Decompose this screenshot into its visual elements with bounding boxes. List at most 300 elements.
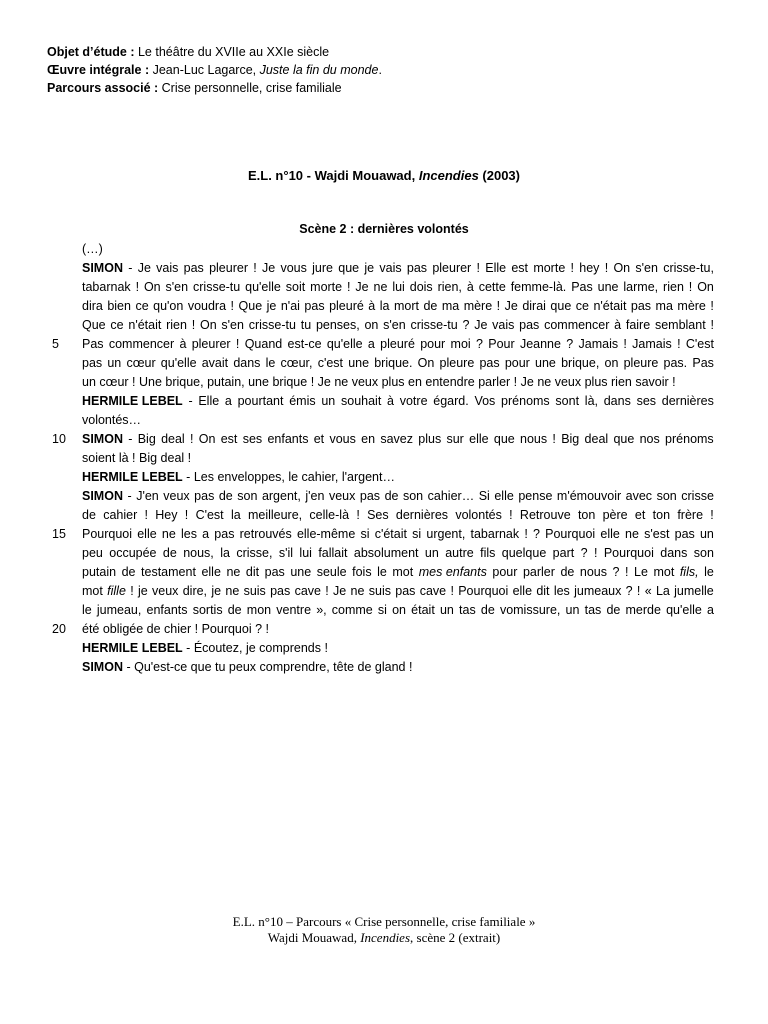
word: ! xyxy=(677,337,681,351)
word: une xyxy=(535,356,556,370)
word: pour xyxy=(492,565,518,579)
word: veux xyxy=(163,489,190,503)
word: cahier xyxy=(103,508,138,522)
word: de xyxy=(560,565,575,579)
oeuvre-integrale-label: Œuvre intégrale : xyxy=(47,63,153,77)
word: un xyxy=(321,394,336,408)
word: pleuré xyxy=(329,299,364,313)
word: le xyxy=(704,565,714,579)
word: elle-même xyxy=(296,527,356,541)
speaker-name: SIMON xyxy=(82,489,123,503)
word: s'est xyxy=(644,527,670,541)
word: un xyxy=(107,356,122,370)
word: elle xyxy=(600,527,620,541)
word: vous xyxy=(280,261,307,275)
word: pas xyxy=(270,584,291,598)
word: penses, xyxy=(315,318,360,332)
word: pas xyxy=(194,489,215,503)
word: cœur, xyxy=(280,356,313,370)
word: ? xyxy=(533,527,540,541)
speaker-name: HERMILE LEBEL xyxy=(82,470,187,484)
word: - xyxy=(186,641,194,655)
word: ! xyxy=(513,375,521,389)
word: dire, xyxy=(182,584,208,598)
word: dernières xyxy=(395,508,449,522)
word: à xyxy=(466,280,474,294)
word: sortis xyxy=(192,603,223,617)
word: qu'elle xyxy=(245,280,281,294)
word: ne xyxy=(350,584,365,598)
word: dois xyxy=(409,280,433,294)
word: ! xyxy=(132,375,139,389)
text-line xyxy=(52,430,714,449)
word: une xyxy=(348,356,370,370)
word: ! xyxy=(184,508,189,522)
word: pleure xyxy=(439,356,475,370)
word: Je xyxy=(355,280,369,294)
word: larme, xyxy=(623,280,659,294)
word: en xyxy=(361,432,376,446)
word: suis xyxy=(243,584,266,598)
text-line xyxy=(82,468,714,487)
footer-line-1: E.L. n°10 – Parcours « Crise personnelle, crise familiale » xyxy=(232,914,536,929)
word: ! xyxy=(265,622,270,636)
word: plus xyxy=(381,375,409,389)
word: suis xyxy=(368,584,391,598)
word: ? xyxy=(475,337,483,351)
word: Les xyxy=(193,470,218,484)
word: savez xyxy=(380,432,413,446)
word: entendre xyxy=(425,375,479,389)
word: ! xyxy=(710,318,714,332)
word: deal xyxy=(160,451,188,465)
word: je xyxy=(245,641,260,655)
word: la xyxy=(220,546,230,560)
word: s'il xyxy=(278,546,294,560)
line-number: 20 xyxy=(52,622,66,636)
line-number: 5 xyxy=(52,337,59,351)
word: son xyxy=(693,546,714,560)
word: Hey xyxy=(155,508,178,522)
word: rien xyxy=(611,375,636,389)
word: que xyxy=(613,432,635,446)
word: pleuré xyxy=(380,337,415,351)
word: ne xyxy=(373,280,388,294)
oeuvre-integrale-title: Juste la fin du monde xyxy=(259,63,379,77)
word: le xyxy=(265,356,276,370)
text-line xyxy=(82,240,714,259)
word: brique. xyxy=(374,356,413,370)
word: nos xyxy=(639,432,660,446)
word: frère xyxy=(677,508,704,522)
word: cœur xyxy=(126,356,156,370)
word: On xyxy=(199,318,217,332)
word: enveloppes, xyxy=(217,470,289,484)
word: là xyxy=(118,451,133,465)
word: putain xyxy=(82,565,117,579)
word: ce xyxy=(135,299,149,313)
word: volontés… xyxy=(82,413,142,427)
word: - xyxy=(188,394,193,408)
word: pas xyxy=(630,299,652,313)
objet-etude-label: Objet d’étude : xyxy=(47,45,138,59)
word: prénoms xyxy=(501,394,550,408)
word: s'en xyxy=(383,318,406,332)
word: Je xyxy=(474,318,488,332)
word: ne xyxy=(625,527,639,541)
word: une xyxy=(597,280,619,294)
word: ! xyxy=(672,375,676,389)
word: « xyxy=(644,584,652,598)
line-number: 15 xyxy=(52,527,66,541)
word: Elle xyxy=(485,261,507,275)
parcours-associe-value: Crise personnelle, crise familiale xyxy=(161,81,342,95)
word: ne xyxy=(225,584,240,598)
word: femme-là. xyxy=(510,280,567,294)
word: pas xyxy=(264,565,285,579)
word: gland xyxy=(374,660,409,674)
word: absolument xyxy=(353,546,419,560)
oeuvre-integrale-line xyxy=(47,61,382,79)
word: pas xyxy=(304,299,325,313)
word: comprends xyxy=(259,641,325,655)
word: seule xyxy=(316,565,347,579)
word: soit xyxy=(285,280,306,294)
word: de xyxy=(606,603,621,617)
word: ce xyxy=(575,299,589,313)
word: On xyxy=(697,280,714,294)
word: tête xyxy=(333,660,358,674)
word: mot xyxy=(653,565,675,579)
word: a xyxy=(202,527,210,541)
word: un xyxy=(424,546,439,560)
word: crisse-tu xyxy=(410,318,458,332)
word: chier xyxy=(164,622,195,636)
word: vais xyxy=(492,318,515,332)
word: Quand xyxy=(244,337,283,351)
word: pas xyxy=(359,489,381,503)
word: ne xyxy=(161,527,176,541)
word: Pourquoi xyxy=(545,527,596,541)
word: argent, xyxy=(261,489,301,503)
word: ! xyxy=(130,584,134,598)
word: peux xyxy=(228,660,260,674)
word: pense xyxy=(518,489,553,503)
word: Je xyxy=(504,299,518,313)
word: crisse-tu xyxy=(193,280,241,294)
word: ne xyxy=(334,375,352,389)
text-line xyxy=(82,449,714,468)
word: urgent, xyxy=(426,527,466,541)
word: jumeau, xyxy=(96,603,142,617)
word: retrouvés xyxy=(239,527,292,541)
word: a xyxy=(224,394,232,408)
word: cave xyxy=(294,584,321,598)
word: fallait xyxy=(318,546,348,560)
text-line xyxy=(82,601,714,620)
word: pas. xyxy=(663,356,688,370)
word: veux xyxy=(351,375,382,389)
word: m'émouvoir xyxy=(556,489,622,503)
word: Je xyxy=(262,261,276,275)
word: Pas xyxy=(82,337,104,351)
document-header xyxy=(47,43,382,97)
word: c'est xyxy=(317,356,343,370)
title-prefix: E.L. n°10 - Wajdi Mouawad, xyxy=(247,168,419,183)
word: à xyxy=(368,299,376,313)
word: en xyxy=(408,375,426,389)
word: que xyxy=(338,261,360,275)
word: à xyxy=(179,337,187,351)
text-line xyxy=(52,525,714,544)
word: semblant xyxy=(654,318,706,332)
word: parler xyxy=(522,565,555,579)
word: si xyxy=(377,603,387,617)
word: Pour xyxy=(488,337,515,351)
word: ! xyxy=(509,508,513,522)
footer-author: Wajdi Mouawad, xyxy=(267,930,361,945)
word: ! xyxy=(253,261,257,275)
word: de xyxy=(82,508,96,522)
word: Que xyxy=(238,299,263,313)
word: ! xyxy=(688,280,693,294)
word: ton xyxy=(577,508,596,522)
title-suffix: (2003) xyxy=(478,168,520,183)
word: On xyxy=(198,432,216,446)
word: n'ai xyxy=(280,299,300,313)
word: son xyxy=(237,489,258,503)
word: fois xyxy=(352,565,372,579)
word: si xyxy=(412,527,422,541)
word: ? xyxy=(580,546,588,560)
word: n'était xyxy=(593,299,627,313)
word: nous, xyxy=(183,546,214,560)
text-line xyxy=(82,354,714,373)
word: Je xyxy=(137,261,151,275)
word: - xyxy=(186,470,194,484)
word: tabarnak xyxy=(470,527,520,541)
word: peu xyxy=(82,546,103,560)
word: a xyxy=(707,603,714,617)
text-line xyxy=(82,297,714,316)
word: Une xyxy=(138,375,166,389)
word: que xyxy=(550,299,572,313)
word: testament xyxy=(141,565,196,579)
word: ! xyxy=(710,299,714,313)
word: ! xyxy=(190,432,194,446)
word: ! xyxy=(135,280,140,294)
word: ton xyxy=(652,508,671,522)
word: je xyxy=(266,299,277,313)
word: de xyxy=(121,565,136,579)
word: est-ce xyxy=(287,337,322,351)
word: ! xyxy=(194,622,202,636)
scene-heading: Scène 2 : dernières volontés xyxy=(299,222,469,236)
word: ! xyxy=(325,584,329,598)
parcours-associe-label: Parcours associé : xyxy=(47,81,162,95)
word: ne xyxy=(226,565,241,579)
text-line xyxy=(82,658,714,677)
word: - xyxy=(127,489,132,503)
word: Pourquoi xyxy=(458,584,509,598)
document-title xyxy=(0,168,768,183)
word: - xyxy=(126,660,135,674)
word: commencer xyxy=(108,337,175,351)
word: On xyxy=(417,356,435,370)
parcours-associe-line xyxy=(47,79,382,97)
word: là, xyxy=(584,394,598,408)
word: Jeanne xyxy=(519,337,561,351)
word: pas xyxy=(406,261,428,275)
word: un xyxy=(565,603,580,617)
word: cœur xyxy=(99,375,133,389)
word: souhait xyxy=(341,394,382,408)
word: morte xyxy=(533,261,566,275)
word: la xyxy=(230,508,241,522)
word: à xyxy=(614,318,622,332)
word: autre xyxy=(445,546,474,560)
word: Pas xyxy=(692,356,714,370)
word: obligée xyxy=(102,622,147,636)
word: ! xyxy=(636,584,641,598)
word: crisse xyxy=(681,489,714,503)
footer-suffix: , scène 2 (extrait) xyxy=(410,930,501,945)
word: émis xyxy=(289,394,316,408)
word: elle xyxy=(201,565,221,579)
word: nous xyxy=(579,565,607,579)
word: Pourquoi xyxy=(82,527,133,541)
word: Vos xyxy=(474,394,496,408)
text-line xyxy=(82,582,714,601)
word: dans xyxy=(603,394,631,408)
word: elle xyxy=(512,584,533,598)
word: pleurer xyxy=(209,261,248,275)
word: le xyxy=(288,470,302,484)
word: crisse-tu xyxy=(248,318,296,332)
footer-work: Incendies xyxy=(360,930,411,945)
word: de xyxy=(218,489,233,503)
word: rien xyxy=(166,318,187,332)
speaker-name: HERMILE LEBEL xyxy=(82,394,183,408)
word: merde xyxy=(625,603,661,617)
speaker-name: HERMILE LEBEL xyxy=(82,641,187,655)
word: Qu'est-ce xyxy=(134,660,191,674)
speaker-name: SIMON xyxy=(82,660,127,674)
word: deal xyxy=(161,432,185,446)
word: pour xyxy=(504,356,530,370)
word: ma xyxy=(441,299,460,313)
word: tu xyxy=(300,318,312,332)
word: part xyxy=(552,546,575,560)
text-line xyxy=(82,563,714,582)
word: cahier… xyxy=(427,489,475,503)
word: Big xyxy=(561,432,580,446)
footer-line-2 xyxy=(0,930,768,946)
word: Je xyxy=(520,375,538,389)
word: pas xyxy=(674,527,695,541)
word: tas xyxy=(459,603,476,617)
word: faire xyxy=(625,318,651,332)
word: de xyxy=(384,489,399,503)
word: votre xyxy=(399,394,428,408)
word: rien, xyxy=(437,280,462,294)
word: cave xyxy=(419,584,447,598)
word: je xyxy=(211,584,222,598)
word: », xyxy=(316,603,327,617)
word: les xyxy=(180,527,197,541)
word: jumelle xyxy=(674,584,714,598)
word: pas xyxy=(395,584,416,598)
word: pas xyxy=(519,318,540,332)
word: voudra xyxy=(187,299,227,313)
word: si xyxy=(360,527,370,541)
text-line xyxy=(82,544,714,563)
word: ! xyxy=(450,584,454,598)
word: mort xyxy=(393,299,419,313)
word: une xyxy=(248,375,273,389)
word: moi xyxy=(450,337,471,351)
word: s'en xyxy=(221,318,244,332)
word: Que xyxy=(82,318,106,332)
word: n'était xyxy=(128,318,162,332)
word: mon xyxy=(246,603,272,617)
word: le xyxy=(82,603,92,617)
word: meilleure, xyxy=(247,508,303,522)
text-line xyxy=(82,392,714,411)
word: J'en xyxy=(136,489,159,503)
word: mère xyxy=(463,299,493,313)
word: ? xyxy=(462,318,470,332)
word: veux xyxy=(152,584,179,598)
word: été xyxy=(82,622,103,636)
word: qu'elle xyxy=(160,356,197,370)
word: c'était xyxy=(374,527,407,541)
word: tabarnak xyxy=(82,280,131,294)
word: Je xyxy=(317,375,335,389)
word: ! xyxy=(408,660,413,674)
word: La xyxy=(655,584,670,598)
text-line xyxy=(82,373,714,392)
text-line xyxy=(52,620,714,639)
word: avait xyxy=(201,356,229,370)
word: morte xyxy=(310,280,343,294)
objet-etude-line xyxy=(47,43,382,61)
word: dans xyxy=(233,356,261,370)
word: ! xyxy=(496,299,501,313)
word: enfants xyxy=(146,603,188,617)
word: Pourquoi xyxy=(201,622,256,636)
title-work: Incendies xyxy=(418,168,479,183)
word: ! xyxy=(347,280,351,294)
word: pour xyxy=(420,337,446,351)
word: cahier, xyxy=(301,470,342,484)
word: occupée xyxy=(109,546,157,560)
word: Si xyxy=(478,489,490,503)
word: une xyxy=(290,565,312,579)
word: l'argent… xyxy=(341,470,395,484)
word: pourtant xyxy=(237,394,284,408)
word: est xyxy=(511,261,529,275)
word: de xyxy=(357,660,375,674)
word: dit xyxy=(245,565,260,579)
word: pas xyxy=(82,356,103,370)
word: ! xyxy=(570,261,575,275)
word: mère xyxy=(677,299,706,313)
word: son xyxy=(402,489,424,503)
word: de xyxy=(480,603,495,617)
word: elle xyxy=(494,489,514,503)
word: qu'elle xyxy=(666,603,702,617)
